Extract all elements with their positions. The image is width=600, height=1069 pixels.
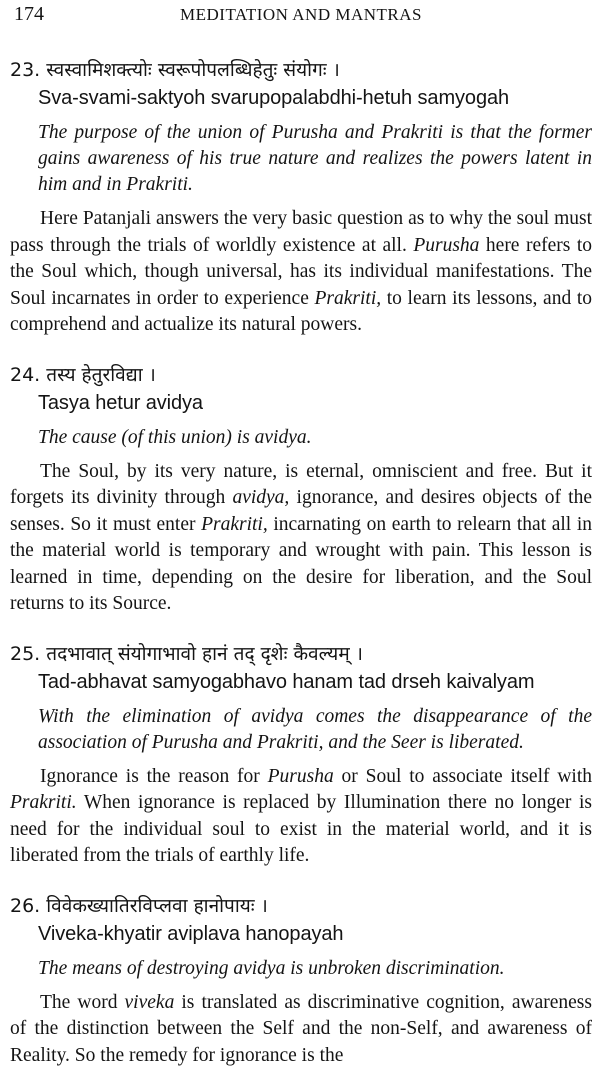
sutra-number: 25. — [10, 643, 40, 665]
sutra-translation: With the elimination of avidya comes the disappearance of the association of Purusha and Prakriti, and the Seer is liberated. — [10, 704, 592, 756]
commentary-text: here refers to the Soul which, though universal, has its individual manifestations. The Soul incarnates in order to experience — [10, 235, 592, 309]
sutra-devanagari: विवेकख्यातिरविप्लवा हानोपायः । — [46, 895, 268, 917]
italic-term: avidya, — [232, 487, 289, 508]
commentary-text: Here Patanjali answers the very basic question as to why the soul must pass through the trials of worldly existence at all. — [10, 208, 592, 256]
sutra-translation: The cause (of this union) is avidya. — [10, 425, 592, 451]
sutra-devanagari-line — [10, 56, 592, 84]
sutra-devanagari-line — [10, 640, 592, 668]
page-header — [10, 0, 592, 34]
sutra-24 — [10, 361, 592, 618]
italic-term: Purusha — [268, 766, 334, 787]
sutra-25 — [10, 640, 592, 870]
running-title: MEDITATION AND MANTRAS — [10, 5, 592, 25]
sutra-26 — [10, 892, 592, 1069]
sutra-translation: The purpose of the union of Purusha and Prakriti is that the former gains awareness of his true nature and realizes the powers latent in him and in Prakriti. — [10, 120, 592, 198]
italic-term: viveka — [125, 992, 175, 1013]
sutra-transliteration: Tad-abhavat samyogabhavo hanam tad drseh kaivalyam — [10, 668, 592, 696]
sutra-number: 23. — [10, 59, 40, 81]
sutra-devanagari: तस्य हेतुरविद्या । — [46, 364, 156, 386]
sutra-commentary — [10, 764, 592, 870]
italic-term: Purusha — [413, 235, 479, 256]
sutra-23 — [10, 56, 592, 339]
commentary-text: When ignorance is replaced by Illumination there no longer is need for the individual soul to exist in the material world, and it is liberated from the trials of earthly life. — [10, 792, 592, 866]
sutra-number: 24. — [10, 364, 40, 386]
commentary-text: incarnating on earth to relearn that all in the material world is temporary and wrought with pain. This lesson is learned in time, depending on the desire for liberation, and the Soul returns to its Source. — [10, 514, 592, 615]
sutra-devanagari-line — [10, 361, 592, 389]
sutra-commentary — [10, 459, 592, 618]
page-number: 174 — [14, 3, 44, 26]
commentary-text: to learn its lessons, and to comprehend and actualize its natural powers. — [10, 288, 592, 336]
commentary-text: is translated as discriminative cognition, awareness of the distinction between the Self and the non-Self, and awareness of Reality. So the remedy for ignorance is the — [10, 992, 592, 1066]
sutra-devanagari: तदभावात् संयोगाभावो हानं तद् दृशेः कैवल्यम् । — [46, 643, 363, 665]
sutra-transliteration: Sva-svami-saktyoh svarupopalabdhi-hetuh samyogah — [10, 84, 592, 112]
sutra-devanagari: स्वस्वामिशक्त्योः स्वरूपोपलब्धिहेतुः संयोगः । — [46, 59, 340, 81]
italic-term: Prakriti, — [315, 288, 382, 309]
sutra-transliteration: Viveka-khyatir aviplava hanopayah — [10, 920, 592, 948]
sutra-transliteration: Tasya hetur avidya — [10, 389, 592, 417]
commentary-text: Ignorance is the reason for — [40, 766, 268, 787]
commentary-text: ignorance, and desires objects of the senses. So it must enter — [10, 487, 592, 535]
sutra-devanagari-line — [10, 892, 592, 920]
italic-term: Prakriti. — [10, 792, 77, 813]
italic-term: Prakriti, — [201, 514, 268, 535]
commentary-text: or Soul to associate itself with — [334, 766, 592, 787]
sutra-translation: The means of destroying avidya is unbroken discrimination. — [10, 956, 592, 982]
sutra-commentary — [10, 990, 592, 1069]
sutra-commentary — [10, 206, 592, 339]
sutra-number: 26. — [10, 895, 40, 917]
commentary-text: The word — [40, 992, 125, 1013]
commentary-text: The Soul, by its very nature, is eternal, omniscient and free. But it forgets its divinity through — [10, 461, 592, 509]
